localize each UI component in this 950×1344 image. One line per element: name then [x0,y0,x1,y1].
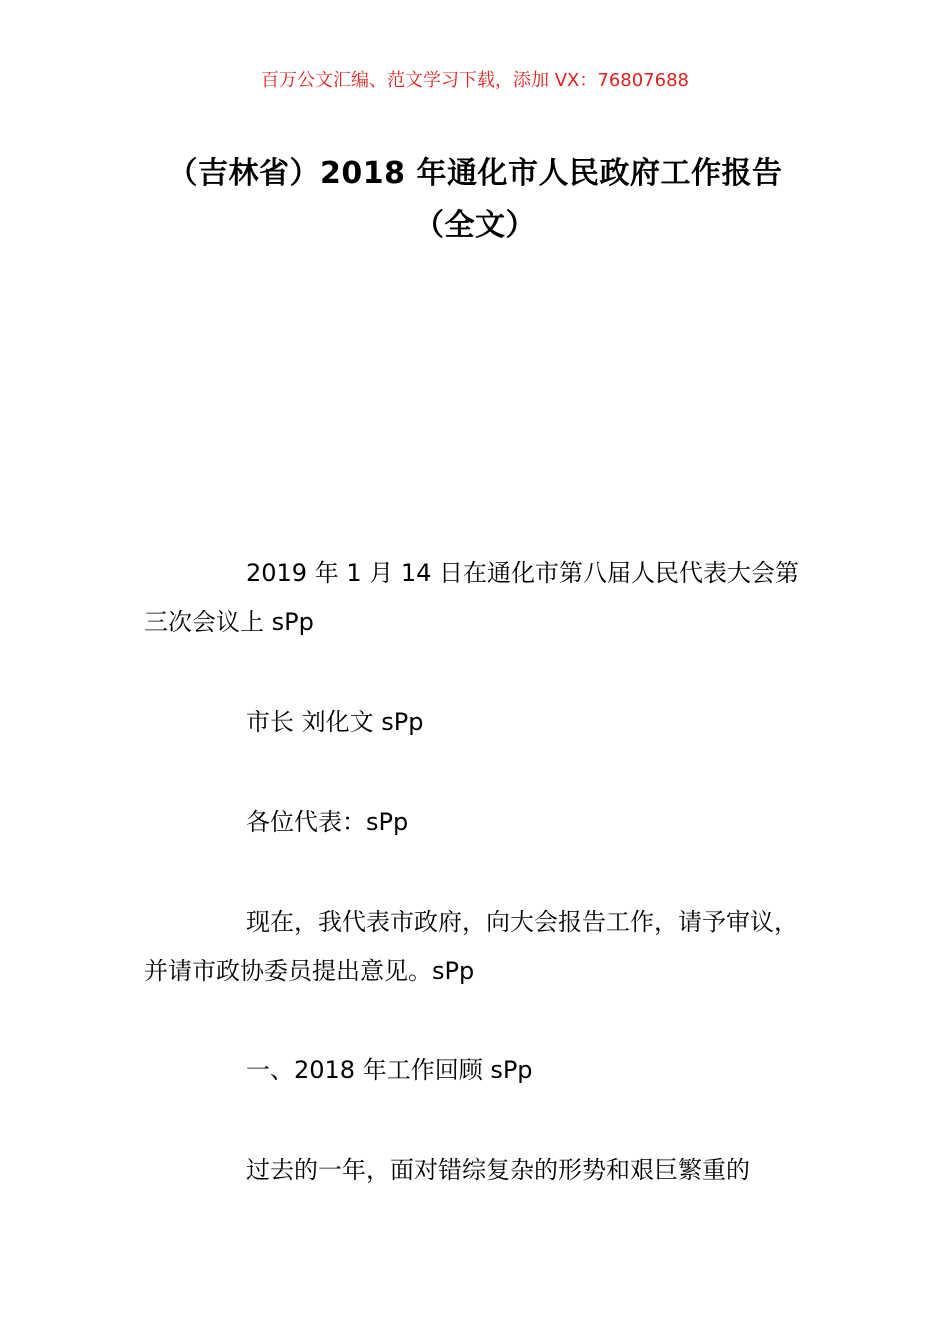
document-title: （吉林省）2018 年通化市人民政府工作报告（全文） [167,156,783,243]
section-heading [144,1046,810,1095]
paragraph-text: 过去的一年，面对错综复杂的形势和艰巨繁重的 [246,1156,750,1184]
paragraph-salutation [144,798,810,847]
paragraph-review [144,1146,810,1195]
paragraph-text: 各位代表：sPp [246,808,409,836]
paragraph-text: 一、2018 年工作回顾 sPp [246,1056,533,1084]
paragraph-text: 现在，我代表市政府，向大会报告工作，请予审议，并请市政协委员提出意见。sPp [144,908,798,985]
paragraph-meeting-date [144,549,810,647]
paragraph-text: 市长 刘化文 sPp [246,708,424,736]
header-note: 百万公文汇编、范文学习下载，添加 VX：76807688 [261,70,689,91]
paragraph-text: 2019 年 1 月 14 日在通化市第八届人民代表大会第三次会议上 sPp [144,559,800,636]
paragraph-speaker [144,698,810,747]
paragraph-intro [144,898,810,996]
